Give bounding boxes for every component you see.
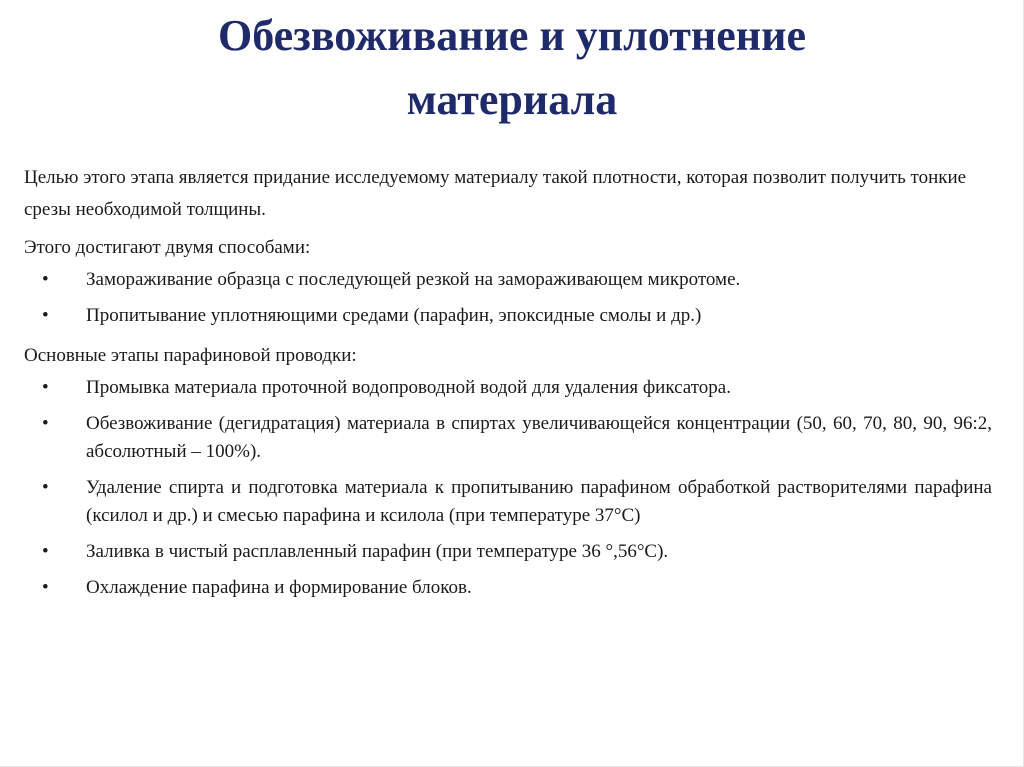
title-line-1: Обезвоживание и уплотнение: [217, 11, 806, 60]
bullet-icon: •: [42, 413, 49, 434]
list-item: [24, 374, 992, 402]
list-item: [24, 266, 992, 294]
list-item-text: Заливка в чистый расплавленный парафин (при температуре 36 °,56°С).: [86, 541, 669, 562]
title-line-2: материала: [406, 75, 618, 124]
bullet-icon: •: [42, 305, 49, 326]
stages-heading: Основные этапы парафиновой проводки:: [24, 345, 357, 366]
bullet-icon: •: [42, 477, 49, 498]
bullet-icon: •: [42, 269, 49, 290]
list-item: [24, 574, 992, 602]
list-item: [24, 302, 992, 330]
list-item-text: Обезвоживание (дегидратация) материала в спиртах увеличивающейся концентрации (50, 60, 70, 80, 90, 96:2, абсолютный – 100%).: [86, 413, 992, 462]
methods-heading: Этого достигают двумя способами:: [24, 237, 311, 258]
list-item-text: Замораживание образца с последующей резкой на замораживающем микротоме.: [86, 269, 741, 290]
slide-title: [0, 4, 1024, 132]
list-item-text: Удаление спирта и подготовка материала к пропитыванию парафином обработкой растворителями парафина (ксилол и др.) и смесью парафина и ксилола (при температуре 37°С): [86, 477, 992, 526]
methods-list: [24, 266, 992, 330]
bullet-icon: •: [42, 577, 49, 598]
list-item-text: Промывка материала проточной водопроводной водой для удаления фиксатора.: [86, 377, 731, 398]
stages-list: [24, 374, 992, 602]
list-item: [24, 474, 992, 530]
list-item-text: Охлаждение парафина и формирование блоков.: [86, 577, 472, 598]
slide-body: [24, 162, 992, 610]
bullet-icon: •: [42, 377, 49, 398]
list-item-text: Пропитывание уплотняющими средами (парафин, эпоксидные смолы и др.): [86, 305, 702, 326]
intro-paragraph: Целью этого этапа является придание исследуемому материалу такой плотности, которая позволит получить тонкие срезы необходимой толщины.: [24, 167, 967, 220]
bullet-icon: •: [42, 541, 49, 562]
list-item: [24, 410, 992, 466]
list-item: [24, 538, 992, 566]
